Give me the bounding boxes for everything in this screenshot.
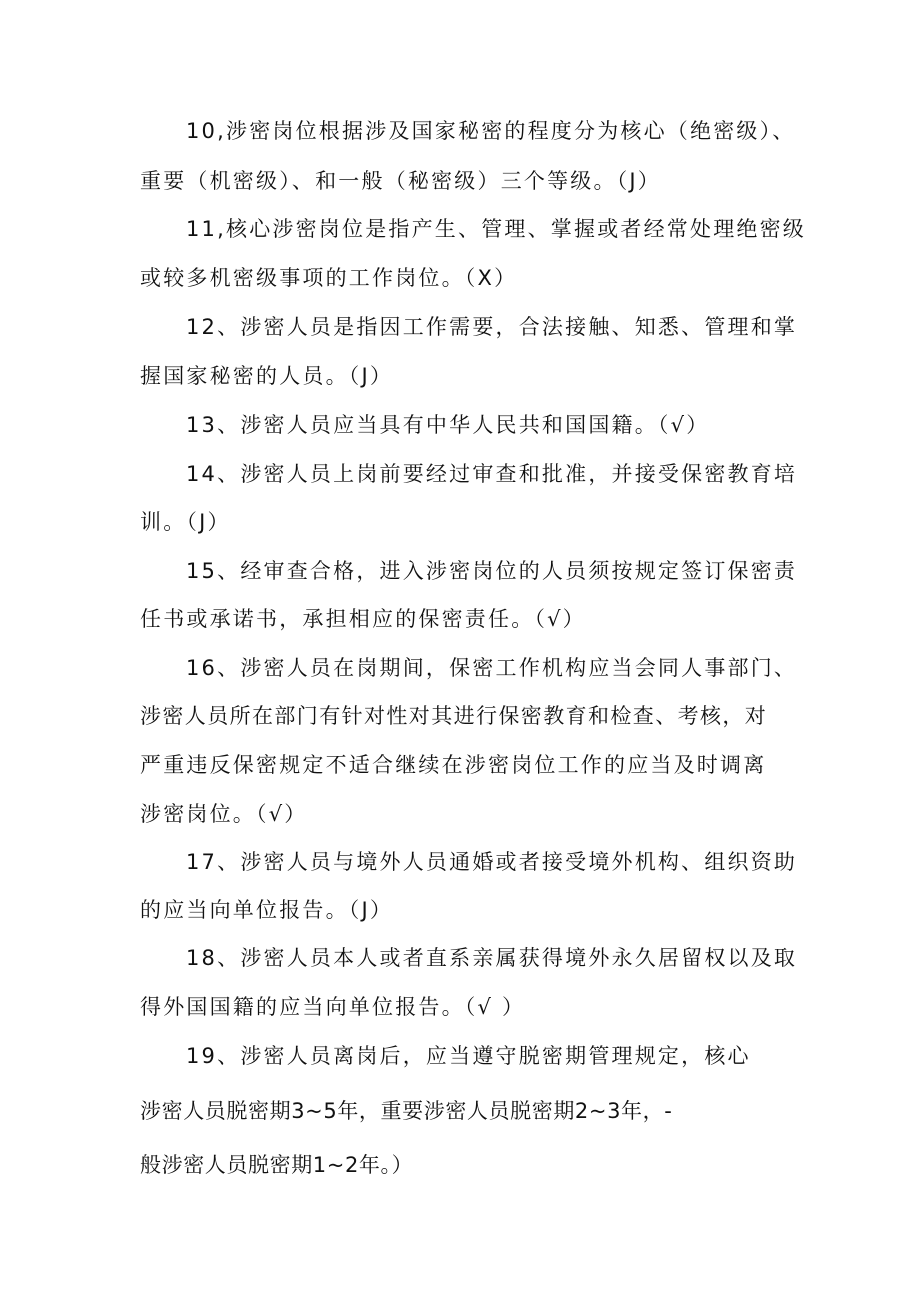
text-line-18a: 18、涉密人员本人或者直系亲属获得境外永久居留权以及取: [186, 946, 798, 970]
text-line-12a: 12、涉密人员是指因工作需要，合法接触、知悉、管理和掌: [186, 315, 798, 339]
text-line-19c: 般涉密人员脱密期1~2年。）: [140, 1153, 414, 1177]
text-line-10b: 重要（机密级）、和一般（秘密级）三个等级。（J）: [140, 169, 661, 193]
text-line-10a: 10,涉密岗位根据涉及国家秘密的程度分为核心（绝密级）、: [186, 119, 796, 143]
text-line-12b: 握国家秘密的人员。（J）: [140, 364, 394, 388]
text-line-11a: 11,核心涉密岗位是指产生、管理、掌握或者经常处理绝密级: [186, 217, 806, 241]
text-line-16c: 严重违反保密规定不适合继续在涉密岗位工作的应当及时调离: [140, 753, 767, 777]
text-line-15a: 15、经审查合格，进入涉密岗位的人员须按规定签订保密责: [186, 559, 798, 583]
text-line-13: 13、涉密人员应当具有中华人民共和国国籍。（√）: [186, 413, 710, 437]
text-line-15b: 任书或承诺书，承担相应的保密责任。（√）: [140, 607, 586, 631]
text-line-19a: 19、涉密人员离岗后，应当遵守脱密期管理规定，核心: [186, 1044, 751, 1068]
text-line-14a: 14、涉密人员上岗前要经过审查和批准，并接受保密教育培: [186, 462, 798, 486]
text-line-18b: 得外国国籍的应当向单位报告。（√ ）: [140, 995, 526, 1019]
text-line-14b: 训。（J）: [140, 510, 231, 534]
text-line-11b: 或较多机密级事项的工作岗位。（X）: [140, 266, 518, 290]
text-line-17a: 17、涉密人员与境外人员通婚或者接受境外机构、组织资助: [186, 850, 798, 874]
text-line-19b: 涉密人员脱密期3~5年，重要涉密人员脱密期2~3年，-: [140, 1099, 673, 1123]
text-line-16b: 涉密人员所在部门有针对性对其进行保密教育和检查、考核，对: [140, 704, 768, 728]
text-line-17b: 的应当向单位报告。（J）: [140, 898, 394, 922]
text-line-16d: 涉密岗位。（√）: [140, 802, 308, 826]
text-line-16a: 16、涉密人员在岗期间，保密工作机构应当会同人事部门、: [186, 656, 798, 680]
